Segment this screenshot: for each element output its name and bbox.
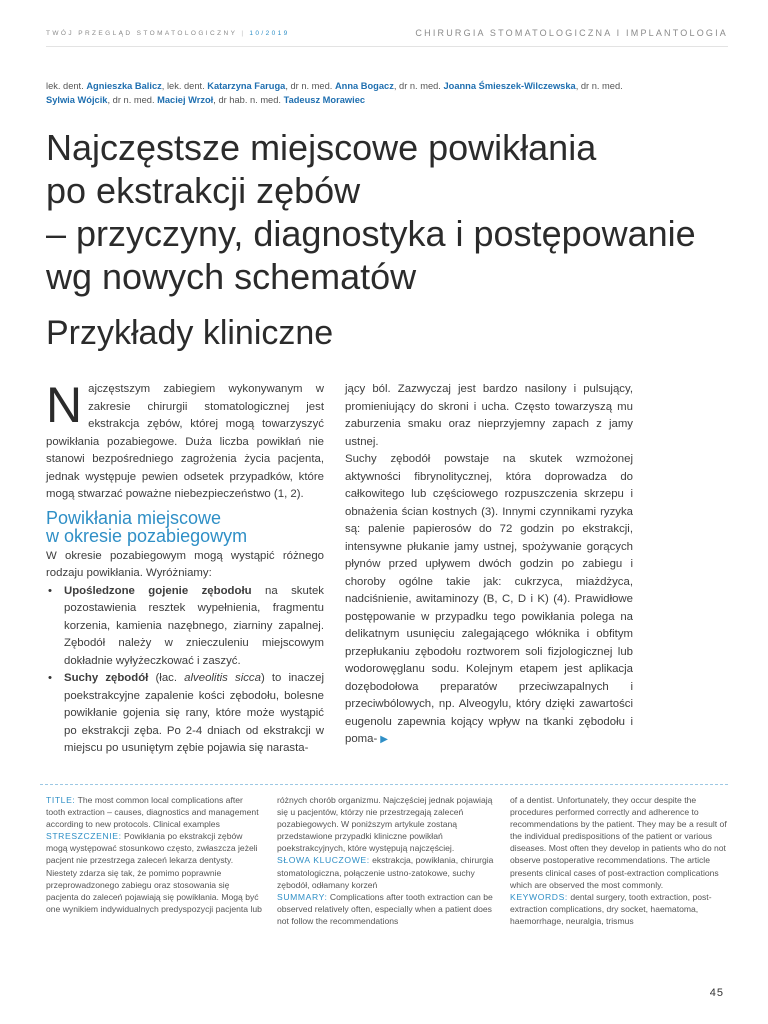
author: lek. dent. Katarzyna Faruga, <box>166 81 288 91</box>
article-title: Najczęstsze miejscowe powikłania po ekstrakcji zębów – przyczyny, diagnostyka i postępowanie wg nowych schematów <box>46 127 696 297</box>
keywords-pl-label: SŁOWA KLUCZOWE: <box>277 855 370 866</box>
list-item: • Suchy zębodół (łac. alveolitis sicca) to inaczej poekstrakcyjne zapalenie kości zębodołu, bolesne powikłanie gojenia się rany, które może wystąpić po ekstrakcji zęba. Po 2-4 dniach od ekstrakcji w miejscu po usuniętym zębie pojawia się narasta- <box>64 670 324 758</box>
section-heading: Powikłania miejscowe w okresie pozabiegowym <box>46 507 248 546</box>
article-subtitle: Przykłady kliniczne <box>46 314 334 352</box>
paragraph: jący ból. Zazwyczaj jest bardzo nasilony i pulsujący, promieniujący do skroni i ucha. Często towarzyszą mu zaburzenia smaku oraz nieprzyjemny zapach z jamy ustnej. <box>345 383 633 448</box>
author: dr n. med. Joanna Śmieszek-Wilczewska, <box>399 81 579 91</box>
abstract-column-2: różnych chorób organizmu. Najczęściej jednak pojawiają się u pacjentów, którzy nie przestrzegają zaleceń pozabiegowych. W poniższym artykule zostaną przedstawione przypadki kliniczne powikłań poekstrakcyjnych, które występują najczęściej. SŁOWA KLUCZOWE: ekstrakcja, powikłania, chirurgia stomatologiczna, połączenie ustno-zatokowe, suchy zębodół, odłamany korzeń SUMMARY: Complications after tooth extraction can be observed relatively often, especially when a patient does not follow the recommendations <box>277 795 494 926</box>
abstract-column-1: TITLE: The most common local complications after tooth extraction – causes, diagnostics and management according to new protocols. Clinical examples STRESZCZENIE: Powikłania po ekstrakcji zębów mogą występować stosunkowo często, zwłaszcza jeżeli pacjent nie przestrzega zaleceń lekarza dentysty. Niestety zdarza się tak, że pomimo poprawnie przeprowadzonego zabiegu oraz stosowania się pacjenta do zaleceń pojawiają się powikłania. Mogą być one wynikiem indywidualnych predyspozycji pacjenta lub <box>46 795 262 914</box>
intro-paragraph: Najczęstszym zabiegiem wykonywanym w zakresie chirurgii stomatologicznej jest ekstrakcja zębów, której mogą towarzyszyć powikłania pozabiegowe. Duża liczba powikłań nie stanowi bezpośredniego zagrożenia życia pacjenta, jednak występuje pewien odsetek przypadków, które mogą stwarzać poważne niebezpieczeństwo (1, 2). <box>46 377 324 500</box>
author: dr n. med. Anna Bogacz, <box>290 81 397 91</box>
issue-number: 10/2019 <box>249 30 290 37</box>
continue-arrow-icon: ▶ <box>380 734 388 745</box>
page-number: 45 <box>709 987 724 999</box>
complication-list <box>46 583 324 758</box>
streszczenie-label: STRESZCZENIE: <box>46 831 122 842</box>
body-column-2 <box>345 381 633 749</box>
author: lek. dent. Agnieszka Balicz, <box>46 81 165 91</box>
paragraph: Suchy zębodół powstaje na skutek wzmożonej aktywności fibrynolitycznej, która doprowadza do całkowitego lub częściowego rozpuszczenia skrzepu i obnażenia ścian kostnych (3). Innymi czynnikami ryzyka są: palenie papierosów do 72 godzin po ekstrakcji, intensywne płukanie jamy ustnej, spożywanie gorących płynów przed upływem dwóch godzin po zabiegu i choroby ogólne takie jak: cukrzyca, miażdżyca, nadciśnienie, awitaminozy (B, C, D i K) (4). Prawidłowe postępowanie w przypadku tego powikłania polega na delikatnym usunięciu zalegającego włóknika i obfitym przepłukaniu zębodołu roztworem soli fizjologicznej lub wodorowęglanu sodu. Kolejnym etapem jest aplikacja dozębodołowa preparatów przeciwzapalnych i przeciwbólowych, np. Alveogylu, który dzięki zawartości eugenolu zapewnia kojący wpływ na tkanki zębodołu i poma- ▶ <box>345 453 633 745</box>
journal-title: TWÓJ PRZEGLĄD STOMATOLOGICZNY <box>46 30 238 37</box>
journal-name <box>46 30 290 37</box>
abstract-box <box>40 784 728 949</box>
title-label: TITLE: <box>46 795 76 805</box>
summary-label: SUMMARY: <box>277 891 328 902</box>
list-item: • Upośledzone gojenie zębodołu na skutek pozostawienia resztek wypełnienia, fragmentu korzenia, kamienia nazębnego, ziarniny zapalnej. Zębodół należy w znieczuleniu miejscowym dokładnie wyłyżeczkować i zaszyć. <box>64 583 324 671</box>
drop-cap: N <box>46 377 83 433</box>
abstract-column-3: of a dentist. Unfortunately, they occur despite the procedures performed correctly and adherence to recommendations by the patient. They may be a result of the individual predispositions of the patient or various diseases. Most often they develop in patients who do not observe postoperative recommendations. The article presents clinical cases of post-extraction complications which are observed the most commonly. KEYWORDS: dental surgery, tooth extraction, post-extraction complications, dry socket, haematoma, haemorrhage, neuralgia, trismus <box>510 795 727 926</box>
section-intro: W okresie pozabiegowym mogą wystąpić różnego rodzaju powikłania. Wyróżniamy: <box>46 549 324 579</box>
running-header <box>46 28 728 42</box>
section-name: CHIRURGIA STOMATOLOGICZNA I IMPLANTOLOGIA <box>415 28 728 38</box>
author: dr hab. n. med. Tadeusz Morawiec <box>218 95 366 105</box>
author: dr n. med. Sylwia Wójcik, <box>46 81 623 105</box>
header-separator: | <box>241 30 246 37</box>
author: dr n. med. Maciej Wrzoł, <box>112 95 216 105</box>
keywords-label: KEYWORDS: <box>510 891 568 902</box>
author-list <box>46 79 636 107</box>
body-column-1 <box>46 377 324 758</box>
header-divider <box>46 46 728 47</box>
